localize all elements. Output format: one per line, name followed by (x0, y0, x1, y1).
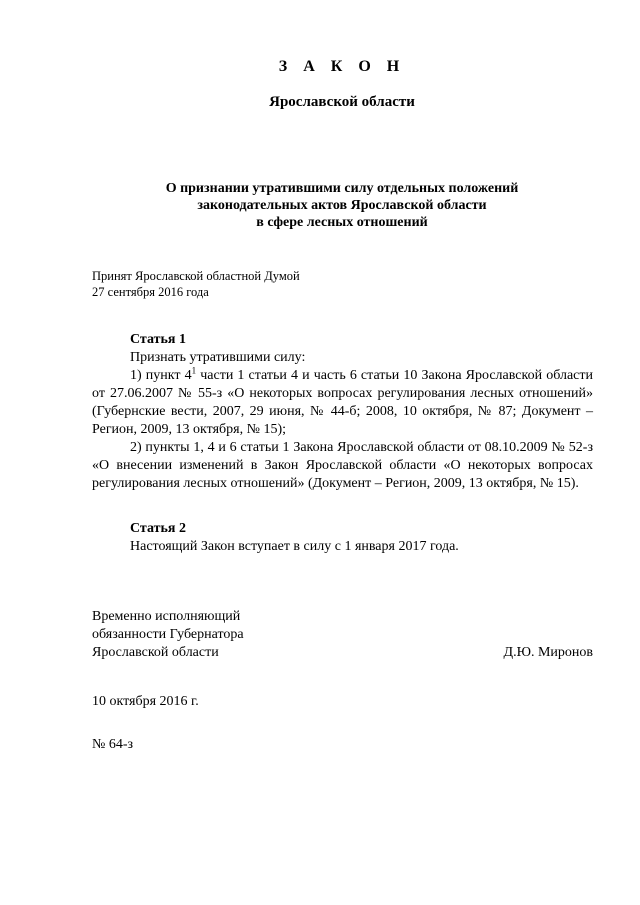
subject-line-3: в сфере лесных отношений (256, 215, 428, 230)
signer-position-line-3: Ярославской области (92, 645, 219, 660)
signature-row (92, 644, 593, 662)
item-1-text: части 1 статьи 4 и часть 6 статьи 10 Закона Ярославской области от 27.06.2007 № 55-з «О некоторых вопросах регулирования лесных отношений» (Губернские вести, 2007, 29 июня, № 44-б; 2008, 10 октября, № 87; Документ – Регион, 2009, 13 октября, № 15); (92, 368, 593, 437)
subject-line-1: О признании утратившими силу отдельных положений (165, 181, 519, 196)
article-1 (92, 331, 593, 493)
law-subject (92, 180, 592, 231)
signer-position-line-1: Временно исполняющий (92, 609, 241, 624)
signing-date: 10 октября 2016 г. (92, 694, 199, 709)
signer-name: Д.Ю. Миронов (503, 645, 593, 660)
law-number: № 64-з (92, 737, 134, 752)
signer-position-line-2: обязанности Губернатора (92, 627, 244, 642)
law-title: З А К О Н (278, 58, 406, 75)
article-1-heading: Статья 1 (130, 332, 186, 347)
article-1-item-2: 2) пункты 1, 4 и 6 статьи 1 Закона Ярославской области от 08.10.2009 № 52-з «О внесении изменений в Закон Ярославской области «О некоторых вопросах регулирования лесных отношений» (Документ – Регион, 2009, 13 октября, № 15). (92, 440, 593, 491)
subject-line-2: законодательных актов Ярославской области (197, 198, 487, 213)
article-2-text: Настоящий Закон вступает в силу с 1 января 2017 года. (130, 539, 459, 554)
item-1-superscript: 1 (191, 365, 197, 376)
article-1-item-1 (92, 367, 593, 439)
item-1-prefix: 1) пункт 4 (130, 368, 192, 383)
adoption-line-1: Принят Ярославской областной Думой (92, 269, 300, 283)
article-2 (92, 520, 593, 556)
article-2-heading: Статья 2 (130, 521, 186, 536)
region-title: Ярославской области (269, 94, 415, 110)
signature-block (92, 608, 593, 662)
article-1-intro: Признать утратившими силу: (130, 350, 306, 365)
adoption-note (92, 268, 300, 300)
adoption-date: 27 сентября 2016 года (92, 285, 209, 299)
